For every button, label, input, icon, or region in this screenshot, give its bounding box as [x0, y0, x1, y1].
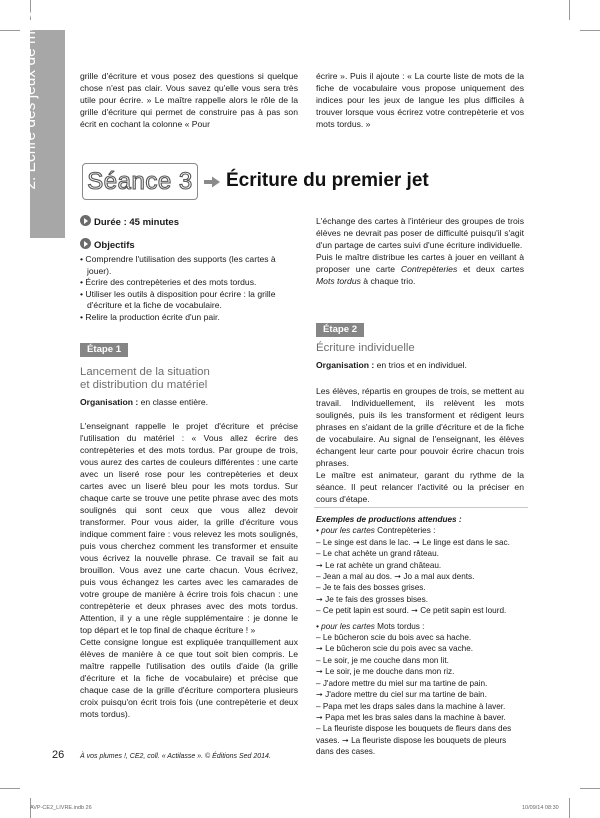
etape-1-title-line1: Lancement de la situation: [80, 366, 210, 378]
duree: [80, 215, 179, 228]
examples-contrepeteries-label: [316, 525, 526, 536]
play-circle-icon: [80, 238, 91, 249]
list-item: • Écrire des contrepèteries et des mots tordus.: [80, 277, 257, 288]
etape-1-title: [80, 366, 210, 392]
text-run: Contrepèteries :: [377, 526, 436, 536]
footer-credit: À vos plumes !, CE2, coll. « Actilasse ». © Éditions Sed 2014.: [80, 753, 271, 760]
text-run: Contrepèteries: [400, 264, 458, 274]
example-line: – Le soir, je me couche dans mon lit.: [316, 655, 449, 665]
example-line: ➞ Le rat achète un grand château.: [316, 560, 442, 570]
objectifs-list: [80, 254, 298, 324]
intro-right: écrire ». Puis il ajoute : « La courte liste de mots de la fiche de vocabulaire vous propose uniquement des indices pour les jeux de langue les plus difficiles à trouver lorsque vous écrirez votre contrepèterie et vos mots tordus. »: [316, 71, 524, 129]
etape-2-title: Écriture individuelle: [316, 342, 415, 354]
etape-2-tag: Étape 2: [316, 323, 364, 337]
objectifs-heading-label: Objectifs: [94, 240, 135, 251]
text-run: • pour les cartes: [316, 526, 378, 536]
example-line: ➞ Je te fais des grosses bises.: [316, 594, 428, 604]
objectifs-heading: [80, 238, 135, 251]
etape-2-body: [316, 385, 524, 505]
paragraph: Cette consigne longue est expliquée tranquillement aux élèves de manière à ce que tout soit bien compris. Le maître rappelle l'utilisation des outils d'aide (la grille d'écriture et la fiche de vocabulaire) et précise que chaque case de la grille d'écriture comportera plusieurs croix puisqu'on écrit trois fois (une contrepèterie et deux mots tordus).: [80, 637, 298, 719]
paragraph: Les élèves, répartis en groupes de trois, se mettent au travail. Individuellement, ils relèvent les mots soulignés, puis ils les transforment et rédigent leurs phrases en s'aidant de la grille d'écriture et de la fiche de vocabulaire. Au signal de l'enseignant, les élèves échangent leur carte pour pouvoir écrire chacun trois phrases.: [316, 386, 524, 468]
paragraph: Le maître est animateur, garant du rythme de la séance. Il peut relancer l'activité ou la préciser en cours d'étape.: [316, 470, 524, 504]
page-number: 26: [52, 749, 65, 761]
play-circle-icon: [80, 215, 91, 226]
example-line: – Le chat achète un grand râteau.: [316, 549, 439, 559]
slug-right: 10/09/14 08:30: [522, 805, 559, 811]
slug-left: AVP-CE2_LIVRE.indb 26: [30, 805, 92, 811]
list-item: • Comprendre l'utilisation des supports (les cartes à jouer).: [80, 254, 276, 276]
intro-left: grille d'écriture et vous posez des questions si quelque chose n'est pas clair. Vous savez qu'elle vous sera très utile pour écrire. » Le maître rappelle alors le rôle de la grille d'écriture qui permet de construire pas à pas son écrit en cochant la colonne « Pour: [80, 71, 298, 129]
example-line: – Je te fais des bosses grises.: [316, 583, 426, 593]
paragraph: L'échange des cartes à l'intérieur des groupes de trois élèves ne devrait pas poser de difficulté puisqu'il s'agit d'un partage de cartes suivi d'une écriture individuelle.: [316, 216, 524, 250]
seance-title: Écriture du premier jet: [226, 170, 429, 191]
example-line: – Le singe est dans le lac. ➞ Le linge est dans le sac.: [316, 537, 510, 547]
example-line: – Jean a mal au dos. ➞ Jo a mal aux dents.: [316, 572, 475, 582]
etape-1-title-line2: et distribution du matériel: [80, 379, 208, 391]
example-line: ➞ Papa met les bras sales dans la machine à baver.: [316, 712, 506, 722]
text-run: et deux cartes: [457, 264, 524, 274]
arrow-right-icon: [203, 176, 221, 188]
example-line: dans des cases.: [316, 747, 376, 757]
example-line: – J'adore mettre du miel sur ma tartine de pain.: [316, 678, 488, 688]
text-run: à chaque trio.: [360, 276, 416, 286]
seance-badge: [82, 163, 198, 200]
org-label: Organisation :: [316, 360, 375, 370]
example-line: ➞ Le bûcheron scie du pois avec sa vache.: [316, 644, 474, 654]
example-line: – Le bûcheron scie du bois avec sa hache.: [316, 633, 472, 643]
etape-2-org: [316, 359, 524, 371]
examples-mots-tordus-label: [316, 621, 526, 632]
text-run: Mots tordus: [316, 276, 361, 286]
right-col-intro: [316, 215, 524, 287]
text-run: • pour les cartes: [316, 621, 378, 631]
side-tab-label: 2. Écrire des jeux de mots: [22, 10, 39, 190]
example-line: ➞ J'adore mettre du ciel sur ma tartine de bain.: [316, 690, 487, 700]
text-run: Mots tordus :: [377, 621, 425, 631]
org-value: en classe entière.: [138, 397, 209, 407]
divider: [314, 507, 528, 508]
etape-1-body: [80, 420, 298, 720]
paragraph: [316, 251, 524, 287]
example-line: – Papa met les draps sales dans la machine à laver.: [316, 701, 506, 711]
list-item: • Utiliser les outils à disposition pour écrire : la grille d'écriture et la fiche de vocabulaire.: [80, 288, 276, 311]
examples-heading: Exemples de productions attendues :: [316, 515, 462, 524]
org-label: Organisation :: [80, 397, 139, 407]
examples-box: [316, 514, 526, 758]
example-line: – Ce petit lapin est sourd. ➞ Ce petit sapin est lourd.: [316, 606, 507, 616]
text-run: Puis le maître distribue les cartes à jouer en veillant à proposer une carte: [316, 252, 524, 274]
example-line: vases. ➞ La fleuriste dispose les bouquets de pleurs: [316, 735, 507, 745]
list-item: • Relire la production écrite d'un pair.: [80, 311, 220, 322]
duree-label: Durée : 45 minutes: [94, 217, 179, 228]
etape-1-tag: Étape 1: [80, 343, 128, 357]
etape-1-org: [80, 396, 298, 408]
org-value: en trios et en individuel.: [374, 360, 467, 370]
example-line: ➞ Le soir, je me douche dans mon riz.: [316, 667, 455, 677]
paragraph: L'enseignant rappelle le projet d'écriture et précise l'utilisation du matériel : « Vous allez écrire des contrepèteries et des mots tordus. Par groupe de trois, vous aurez des cartes de couleurs différentes : une carte avec un liseré rose pour les contrepèteries et deux cartes avec un liseré bleu pour les mots tordus. Sur chaque carte se trouve une petite phrase avec des mots soulignés qui sont ceux que vous allez devoir transformer. Pour vous aider, la grille d'écriture vous indique comment faire : vous relevez les mots soulignés, puis vous cherchez comment les transformer et ensuite vous écrivez la nouvelle phrase. Ce travail se fait au brouillon. Vous avez une carte chacun. Vous écrivez, puis vous échangez les cartes avec les camarades de votre groupe de manière à écrire trois fois chacun : une contrepèterie et deux phrases avec des mots tordus. Attention, il y a une règle supplémentaire : je donne le top départ et le top final de chaque écriture ! »: [80, 421, 298, 635]
seance-label: Séance 3: [87, 168, 193, 195]
example-line: – La fleuriste dispose les bouquets de fleurs dans des: [316, 724, 512, 734]
